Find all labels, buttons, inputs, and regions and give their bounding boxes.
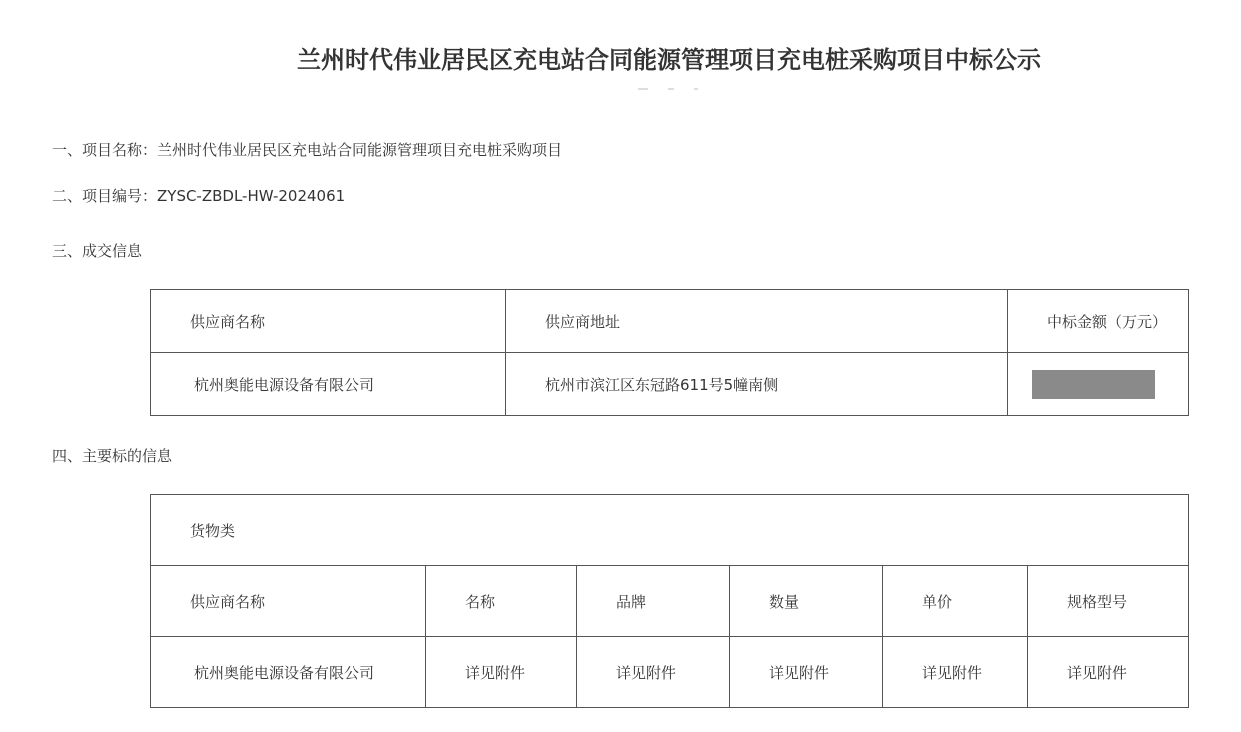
cell-brand: 详见附件 — [577, 637, 730, 708]
table-header-row — [151, 290, 1189, 353]
cell-supplier-address: 杭州市滨江区东冠路611号5幢南侧 — [506, 353, 1008, 416]
project-name-line: 一、项目名称：兰州时代伟业居民区充电站合同能源管理项目充电桩采购项目 — [52, 141, 563, 159]
header-supplier-name: 供应商名称 — [151, 566, 426, 637]
project-number-line: 二、项目编号：ZYSC-ZBDL-HW-2024061 — [52, 187, 346, 205]
header-item-name: 名称 — [426, 566, 577, 637]
main-info-heading: 四、主要标的信息 — [52, 447, 173, 465]
faint-marks — [638, 86, 700, 92]
page-title: 兰州时代伟业居民区充电站合同能源管理项目充电桩采购项目中标公示 — [297, 46, 1041, 74]
deal-info-heading: 三、成交信息 — [52, 242, 143, 260]
header-supplier-address: 供应商地址 — [506, 290, 1008, 353]
table-row — [151, 353, 1189, 416]
cell-unit-price: 详见附件 — [883, 637, 1028, 708]
cell-spec-model: 详见附件 — [1028, 637, 1189, 708]
cell-quantity: 详见附件 — [730, 637, 883, 708]
cell-supplier-name: 杭州奥能电源设备有限公司 — [151, 353, 506, 416]
header-brand: 品牌 — [577, 566, 730, 637]
cell-bid-amount — [1008, 353, 1189, 416]
header-spec-model: 规格型号 — [1028, 566, 1189, 637]
category-row — [151, 495, 1189, 566]
goods-category: 货物类 — [151, 495, 1189, 566]
goods-info-table — [150, 494, 1189, 708]
header-bid-amount: 中标金额（万元） — [1008, 290, 1189, 353]
redacted-amount — [1032, 370, 1155, 399]
header-quantity: 数量 — [730, 566, 883, 637]
header-unit-price: 单价 — [883, 566, 1028, 637]
header-supplier-name: 供应商名称 — [151, 290, 506, 353]
table-header-row — [151, 566, 1189, 637]
cell-item-name: 详见附件 — [426, 637, 577, 708]
deal-info-table — [150, 289, 1189, 416]
table-row — [151, 637, 1189, 708]
cell-supplier-name: 杭州奥能电源设备有限公司 — [151, 637, 426, 708]
